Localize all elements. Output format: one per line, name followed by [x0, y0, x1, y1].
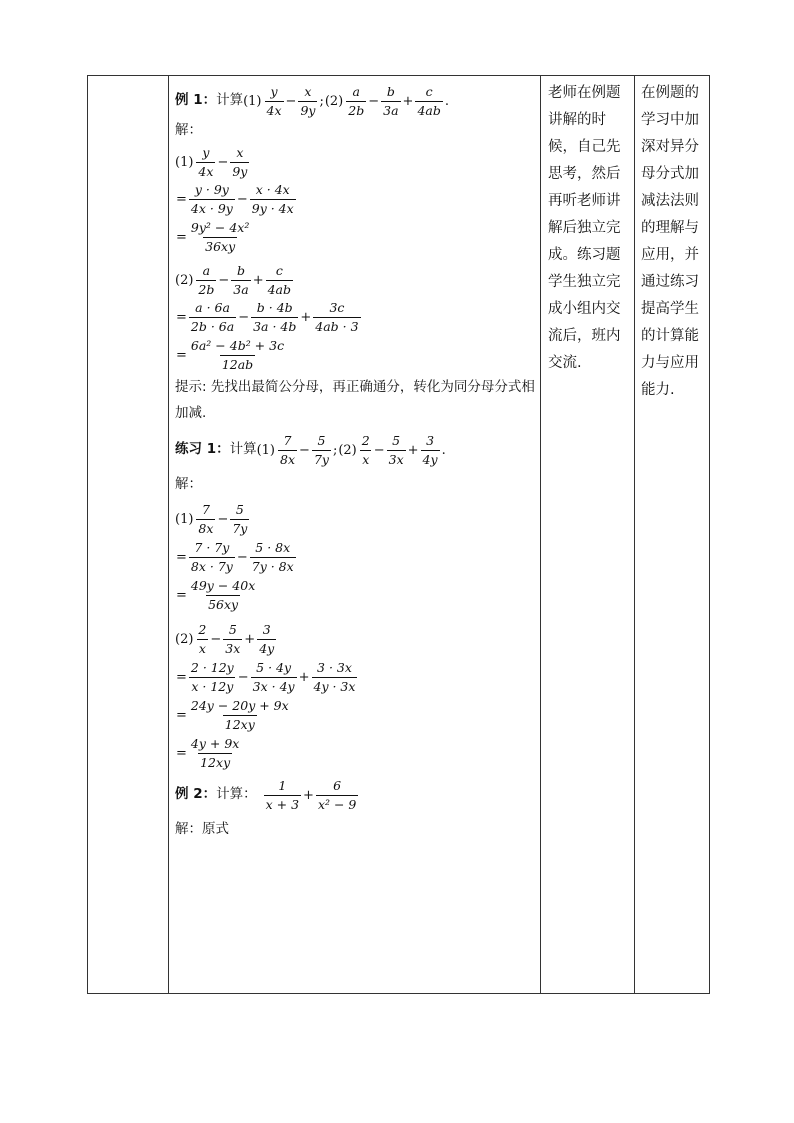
fraction: $\frac{\text{6a² − 4b² + 3c}}{12ab}$ — [190, 337, 285, 372]
fraction: $\frac{y}{4x}$ — [266, 83, 282, 118]
practice1-part1-question: (1) $\frac{7}{8x}$ − $\frac{5}{7y}$ — [175, 501, 248, 536]
practice1-prompt: 练习 1： 计算 (1) $\frac{7}{8x}$ − $\frac{5}{7y}$ ; (2) $\frac{2}{x}$ − $\frac{5}{3x}$ + $\frac{3}{4y}$ . — [175, 432, 446, 467]
fraction: $\frac{c}{4ab}$ — [417, 83, 441, 118]
fraction: $\frac{x \cdot 4x}{9y \cdot 4x}$ — [251, 181, 294, 216]
example1-solution-label: 解： — [175, 122, 202, 139]
fraction: $\frac{x}{9y}$ — [300, 83, 316, 118]
example1-title: 例 1： — [175, 92, 217, 109]
fraction: $\frac{y}{4x}$ — [198, 144, 214, 179]
fraction: $\frac{b}{3a}$ — [383, 83, 399, 118]
example1-part2-question: (2) $\frac{a}{2b}$ − $\frac{b}{3a}$ + $\frac{c}{4ab}$ — [175, 262, 292, 297]
fraction: $\frac{5}{3x}$ — [225, 621, 241, 656]
example2-solution-label: 解：原式 — [175, 821, 229, 838]
example2-prompt: 例 2： 计算： $\frac{1}{x + 3}$ + $\frac{6}{\text{x² − 9}}$ — [175, 777, 357, 812]
practice1-part2-step1: = $\frac{2 \cdot 12y}{x \cdot 12y}$ − $\frac{5 \cdot 4y}{3x \cdot 4y}$ + $\frac{3 \cdot 3x}{4y \cdot 3x}$ — [176, 659, 356, 694]
fraction: $\frac{c}{4ab}$ — [267, 262, 292, 297]
practice1-part2-question: (2) $\frac{2}{x}$ − $\frac{5}{3x}$ + $\frac{3}{4y}$ — [175, 621, 275, 656]
example1-part1-question: (1) $\frac{y}{4x}$ − $\frac{x}{9y}$ — [175, 144, 248, 179]
practice1-title: 练习 1： — [175, 441, 230, 458]
practice1-part2-step3: = $\frac{4y + 9x}{12xy}$ — [176, 735, 240, 770]
fraction: $\frac{2}{x}$ — [361, 432, 370, 467]
design-intent: 在例题的学习中加深对异分母分式加减法法则的理解与应用，并通过练习提高学生的计算能力与应用能力. — [641, 85, 699, 398]
fraction: $\frac{x}{9y}$ — [232, 144, 248, 179]
fraction: $\frac{a}{2b}$ — [198, 262, 215, 297]
example1-part2-step1: = $\frac{a \cdot 6a}{2b \cdot 6a}$ − $\frac{b \cdot 4b}{3a \cdot 4b}$ + $\frac{3c}{4ab \cdot 3}$ — [176, 299, 359, 334]
example1-prompt: 例 1： 计算 (1) $\frac{y}{4x}$ − $\frac{x}{9y}$ ; (2) $\frac{a}{2b}$ − $\frac{b}{3a}$ + $\frac{c}{4ab}$ . — [175, 83, 450, 118]
fraction: $\frac{a}{2b}$ — [348, 83, 365, 118]
fraction: $\frac{1}{x + 3}$ — [265, 777, 300, 812]
fraction: $\frac{7}{8x}$ — [198, 501, 214, 536]
fraction: $\frac{6}{\text{x² − 9}}$ — [317, 777, 357, 812]
example1-part1-step2: = $\frac{\text{9y² − 4x²}}{36xy}$ — [176, 219, 250, 254]
fraction: $\frac{b \cdot 4b}{3a \cdot 4b}$ — [253, 299, 297, 334]
example1-p2-tag: (2) — [324, 93, 344, 109]
content-cell — [169, 76, 541, 994]
example1-p1-tag: (1) — [243, 93, 262, 109]
fraction: $\frac{5}{3x}$ — [388, 432, 404, 467]
fraction: $\frac{5}{7y}$ — [313, 432, 329, 467]
fraction: $\frac{a \cdot 6a}{2b \cdot 6a}$ — [190, 299, 235, 334]
fraction: $\frac{\text{9y² − 4x²}}{36xy}$ — [190, 219, 250, 254]
stage-cell — [88, 76, 169, 994]
lesson-table — [87, 75, 710, 994]
example2-title: 例 2： — [175, 786, 217, 803]
fraction: $\frac{24y - 20y + 9x}{12xy}$ — [190, 697, 289, 732]
fraction: $\frac{3}{4y}$ — [259, 621, 275, 656]
fraction: $\frac{2}{x}$ — [198, 621, 207, 656]
practice1-solution-label: 解： — [175, 476, 202, 493]
fraction: $\frac{y \cdot 9y}{4x \cdot 9y}$ — [190, 181, 233, 216]
fraction: $\frac{4y + 9x}{12xy}$ — [190, 735, 240, 770]
fraction: $\frac{5 \cdot 4y}{3x \cdot 4y}$ — [252, 659, 295, 694]
lesson-row — [88, 76, 710, 994]
teacher-student-activity: 老师在例题讲解的时候，自己先思考，然后再听老师讲解后独立完成。练习题学生独立完成小组内交流后，班内交流. — [548, 85, 621, 371]
practice1-part1-step2: = $\frac{49y - 40x}{56xy}$ — [176, 577, 256, 612]
fraction: $\frac{49y - 40x}{56xy}$ — [190, 577, 256, 612]
fraction: $\frac{2 \cdot 12y}{x \cdot 12y}$ — [190, 659, 234, 694]
fraction: $\frac{b}{3a}$ — [233, 262, 249, 297]
fraction: $\frac{3}{4y}$ — [422, 432, 438, 467]
example1-part1-step1: = $\frac{y \cdot 9y}{4x \cdot 9y}$ − $\frac{x \cdot 4x}{9y \cdot 4x}$ — [176, 181, 294, 216]
activity-cell — [541, 76, 635, 994]
intent-cell — [635, 76, 710, 994]
example1-part2-step2: = $\frac{\text{6a² − 4b² + 3c}}{12ab}$ — [176, 337, 285, 372]
example1-label: 计算 — [216, 92, 244, 109]
practice1-part2-step2: = $\frac{24y - 20y + 9x}{12xy}$ — [176, 697, 289, 732]
practice1-part1-step1: = $\frac{7 \cdot 7y}{8x \cdot 7y}$ − $\frac{5 \cdot 8x}{7y \cdot 8x}$ — [176, 539, 294, 574]
fraction: $\frac{7 \cdot 7y}{8x \cdot 7y}$ — [190, 539, 233, 574]
fraction: $\frac{5}{7y}$ — [232, 501, 248, 536]
fraction: $\frac{7}{8x}$ — [280, 432, 296, 467]
fraction: $\frac{3 \cdot 3x}{4y \cdot 3x}$ — [313, 659, 356, 694]
example1-hint: 提示: 先找出最简公分母，再正确通分，转化为同分母分式相加减. — [175, 379, 535, 421]
fraction: $\frac{3c}{4ab \cdot 3}$ — [315, 299, 359, 334]
fraction: $\frac{5 \cdot 8x}{7y \cdot 8x}$ — [251, 539, 294, 574]
